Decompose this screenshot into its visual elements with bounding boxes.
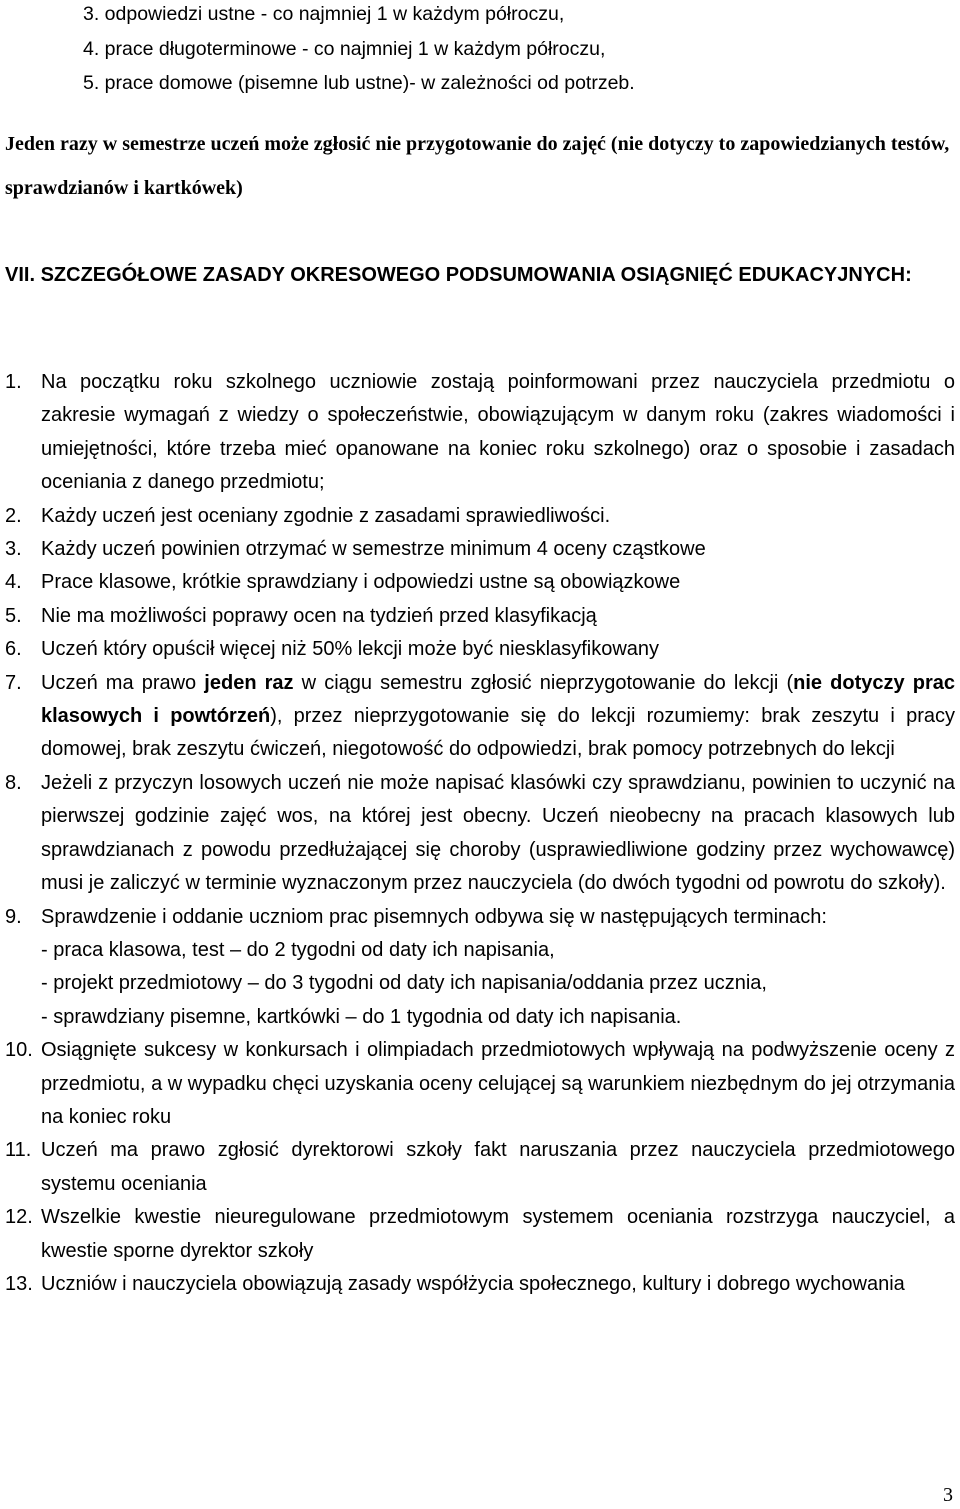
item-text: Wszelkie kwestie nieuregulowane przedmiotowym systemem oceniania rozstrzyga nauczyciel, a kwestie sporne dyrektor szkoły [41, 1206, 955, 1262]
list-item [5, 1201, 955, 1268]
item-number: 9. [5, 905, 22, 928]
list-item [5, 767, 955, 901]
item-number: 7. [5, 671, 22, 694]
item-text-bold: jeden raz [204, 671, 294, 694]
item-text: Osiągnięte sukcesy w konkursach i olimpiadach przedmiotowych wpływają na podwyższenie oceny z przedmiotu, a w wypadku chęci uzyskania oceny celującej są warunkiem niezbędnym do jej otrzymania na koniec roku [41, 1039, 955, 1128]
list-item [5, 901, 955, 1035]
item-text: Każdy uczeń jest oceniany zgodnie z zasadami sprawiedliwości. [41, 504, 611, 527]
item-text: Prace klasowe, krótkie sprawdziany i odpowiedzi ustne są obowiązkowe [41, 571, 681, 594]
item-text-part: w ciągu semestru zgłosić nieprzygotowanie do lekcji ( [293, 671, 794, 694]
top-list-item: 4. prace długoterminowe - co najmniej 1 w każdym półroczu, [83, 38, 606, 60]
list-item [5, 600, 955, 633]
item-number: 3. [5, 538, 22, 561]
list-item [5, 366, 955, 500]
rules-list [5, 366, 955, 1301]
item-text: Na początku roku szkolnego uczniowie zostają poinformowani przez nauczyciela przedmiotu o zakresie wymagań z wiedzy o społeczeństwie, obowiązującym w danym roku (zakres wiadomości i umiejętności, które trzeba mieć opanowane na koniec roku szkolnego) oraz o sposobie i zasadach oceniania z danego przedmiotu; [41, 371, 955, 494]
item-number: 8. [5, 771, 22, 794]
item-text: Nie ma możliwości poprawy ocen na tydzień przed klasyfikacją [41, 604, 597, 627]
jeden-raz-paragraph: Jeden razy w semestrze uczeń może zgłosić nie przygotowanie do zajęć (nie dotyczy to zapowiedzianych testów, sprawdzianów i kartkówek) [5, 133, 950, 199]
item-number: 10. [5, 1039, 33, 1062]
list-item [5, 500, 955, 533]
list-item [5, 633, 955, 666]
item-text: Uczniów i nauczyciela obowiązują zasady współżycia społecznego, kultury i dobrego wychowania [41, 1272, 905, 1295]
item-number: 13. [5, 1272, 33, 1295]
item-number: 1. [5, 371, 22, 393]
item-number: 2. [5, 504, 22, 527]
item-text: Każdy uczeń powinien otrzymać w semestrze minimum 4 oceny cząstkowe [41, 538, 706, 561]
item-number: 5. [5, 604, 22, 627]
list-item [5, 566, 955, 599]
sub-item: - praca klasowa, test – do 2 tygodni od daty ich napisania, [41, 938, 555, 961]
top-list-item: 5. prace domowe (pisemne lub ustne)- w zależności od potrzeb. [83, 72, 635, 94]
page-number: 3 [943, 1484, 953, 1506]
item-text: Uczeń ma prawo zgłosić dyrektorowi szkoły fakt naruszania przez nauczyciela przedmiotowego systemu oceniania [41, 1139, 955, 1195]
list-item [5, 533, 955, 566]
list-item [5, 1134, 955, 1201]
item-text-part: ), przez nieprzygotowanie się do lekcji rozumiemy: brak zeszytu i pracy domowej, brak zeszytu ćwiczeń, niegotowość do odpowiedzi, brak pomocy potrzebnych do lekcji [41, 705, 955, 761]
sub-item: - sprawdziany pisemne, kartkówki – do 1 tygodnia od daty ich napisania. [41, 1005, 682, 1028]
item-text-part: Uczeń ma prawo [41, 671, 205, 694]
item-text: Sprawdzenie i oddanie uczniom prac pisemnych odbywa się w następujących terminach: [41, 905, 827, 928]
item-text: Uczeń który opuścił więcej niż 50% lekcji może być niesklasyfikowany [41, 638, 660, 661]
item-number: 12. [5, 1206, 33, 1229]
item-number: 11. [5, 1139, 32, 1162]
item-number: 6. [5, 638, 22, 661]
item-text: Jeżeli z przyczyn losowych uczeń nie może napisać klasówki czy sprawdzianu, powinien to uczynić na pierwszej godzinie zajęć wos, na której jest obecny. Uczeń nieobecny na pracach klasowych lub sprawdzianach z powodu przedłużającej się choroby (usprawiedliwione godziny przez wychowawcę) musi je zaliczyć w terminie wyznaczonym przez nauczyciela (do dwóch tygodni od powrotu do szkoły). [41, 771, 955, 895]
sub-item: - projekt przedmiotowy – do 3 tygodni od daty ich napisania/oddania przez ucznia, [41, 972, 767, 995]
list-item [5, 1034, 955, 1134]
item-text-bold: nie dotyczy prac klasowych i powtórzeń [41, 671, 955, 728]
list-item [5, 667, 955, 767]
section-heading: VII. SZCZEGÓŁOWE ZASADY OKRESOWEGO PODSUMOWANIA OSIĄGNIĘĆ EDUKACYJNYCH: [5, 264, 912, 286]
list-item [5, 1268, 955, 1301]
item-number: 4. [5, 571, 22, 594]
top-list-item: 3. odpowiedzi ustne - co najmniej 1 w każdym półroczu, [83, 3, 565, 25]
